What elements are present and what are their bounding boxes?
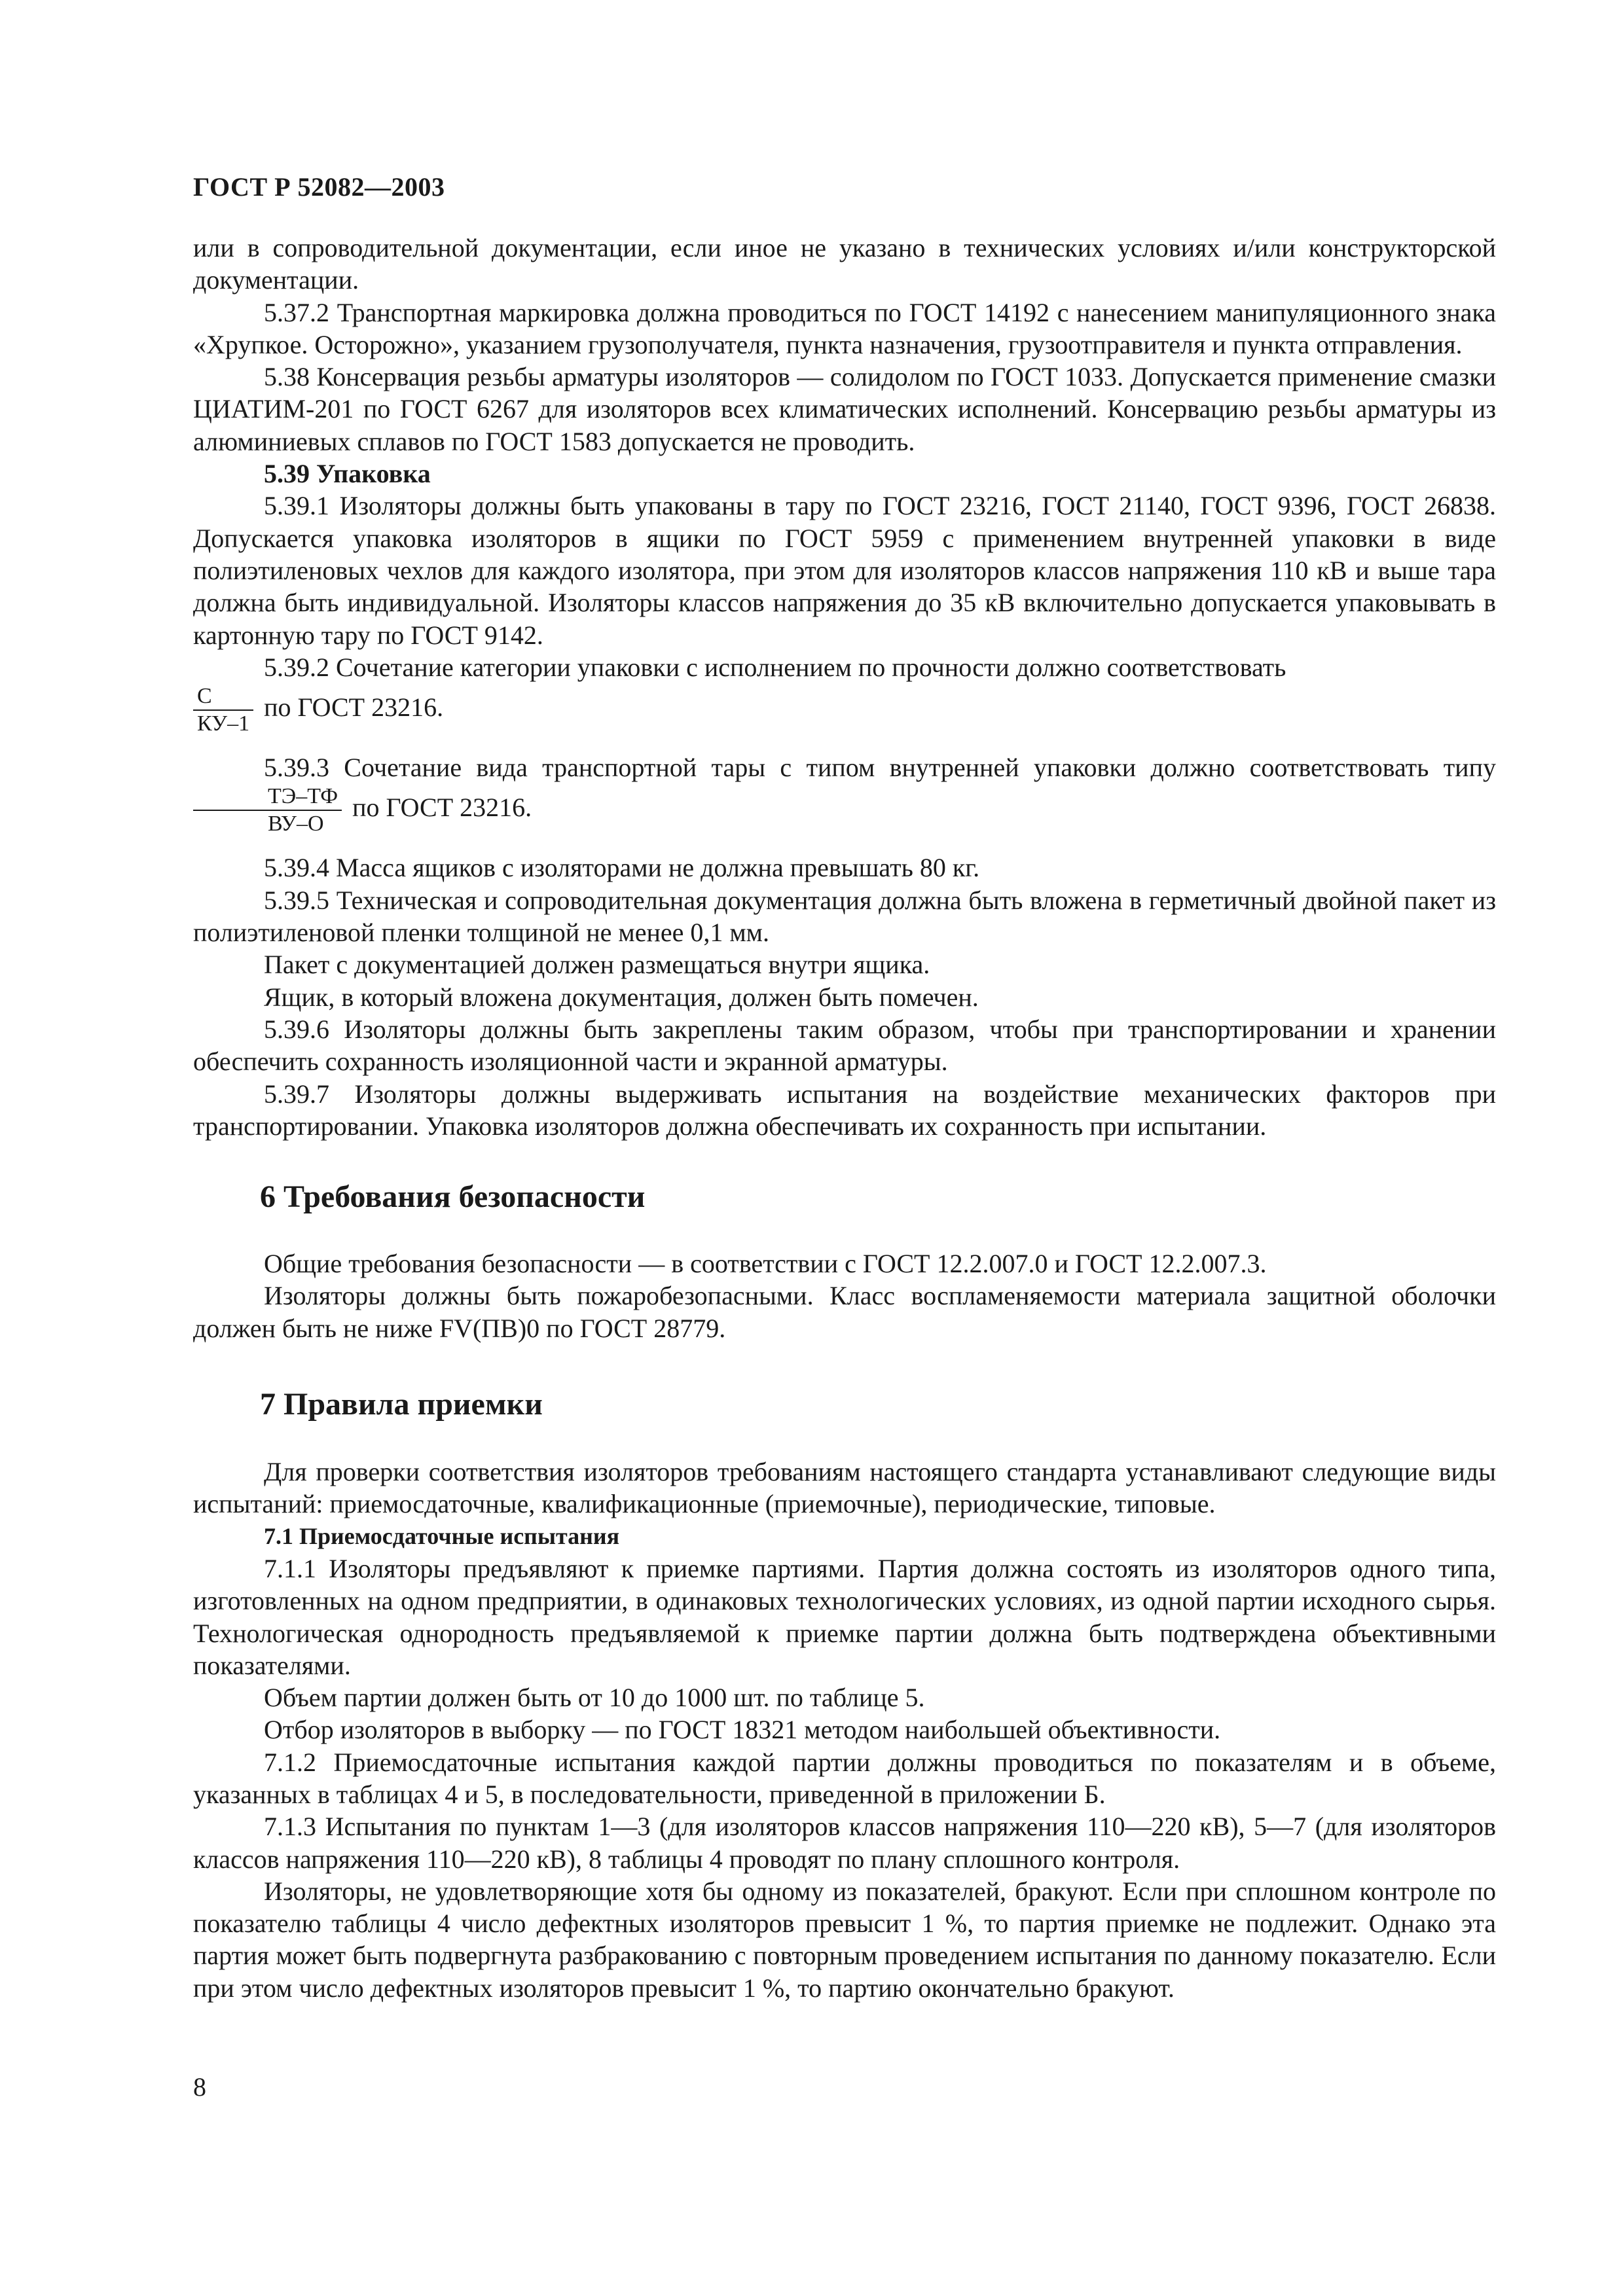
paragraph-package: Пакет с документацией должен размещаться внутри ящика. [264, 950, 930, 980]
section-heading-7: 7 Правила приемки [260, 1387, 543, 1422]
paragraph-5-39-6: 5.39.6 Изоляторы должны быть закреплены таким образом, чтобы при транспортировании и хранении обеспечить сохранность изоляционной части и экранной арматуры. [193, 1014, 1496, 1077]
paragraph-5-39-2-text: 5.39.2 Сочетание категории упаковки с исполнением по прочности должно соответствовать [264, 652, 1286, 682]
fraction-denominator: КУ–1 [197, 711, 250, 736]
subsection-title-7-1: 7.1 Приемосдаточные испытания [264, 1522, 620, 1549]
paragraph-continuation: или в сопроводительной документации, если иное не указано в технических условиях и/или конструкторской документации. [193, 233, 1496, 295]
paragraph-5-39-2-formula [193, 683, 1496, 737]
paragraph-5-39-2-tail: по ГОСТ 23216. [264, 692, 444, 723]
document-body [193, 232, 1496, 2004]
paragraph-5-39-5: 5.39.5 Техническая и сопроводительная документация должна быть вложена в герметичный двойной пакет из полиэтиленовой пленки толщиной не менее 0,1 мм. [193, 885, 1496, 948]
fraction-denominator: ВУ–О [268, 812, 324, 836]
paragraph-fire-safety: Изоляторы должны быть пожаробезопасными. Класс воспламеняемости материала защитной оболочки должен быть не ниже FV(ПВ)0 по ГОСТ 28779. [193, 1281, 1496, 1343]
paragraph-batch-size: Объем партии должен быть от 10 до 1000 шт. по таблице 5. [264, 1683, 925, 1713]
paragraph-5-39-3-tail: по ГОСТ 23216. [352, 793, 532, 823]
paragraph-7-1-3: 7.1.3 Испытания по пунктам 1—3 (для изоляторов классов напряжения 110—220 кВ), 5—7 (для изоляторов классов напряжения 110—220 кВ), 8 таблицы 4 проводят по плану сплошного контроля. [193, 1812, 1496, 1874]
fraction-numerator: С [193, 683, 253, 711]
section-heading-6: 6 Требования безопасности [260, 1179, 646, 1215]
paragraph-5-39-7: 5.39.7 Изоляторы должны выдерживать испытания на воздействие механических факторов при транспортировании. Упаковка изоляторов должна обеспечивать их сохранность при испытании. [193, 1079, 1496, 1141]
fraction-te-tf [193, 783, 342, 837]
paragraph-5-37-2: 5.37.2 Транспортная маркировка должна проводиться по ГОСТ 14192 с нанесением манипуляционного знака «Хрупкое. Осторожно», указанием грузополучателя, пункта назначения, грузоотправителя и пункта отправления. [193, 297, 1496, 359]
paragraph-5-39-4: 5.39.4 Масса ящиков с изоляторами не должна превышать 80 кг. [264, 853, 980, 883]
paragraph-test-types: Для проверки соответствия изоляторов требованиям настоящего стандарта устанавливают следующие виды испытаний: приемосдаточные, квалификационные (приемочные), периодические, типовые. [193, 1457, 1496, 1519]
paragraph-5-39-3-text: 5.39.3 Сочетание вида транспортной тары с типом внутренней упаковки должно соответствовать типу [264, 753, 1496, 783]
paragraph-box: Ящик, в который вложена документация, должен быть помечен. [264, 982, 979, 1012]
page-header: ГОСТ Р 52082—2003 [193, 172, 445, 202]
fraction-numerator: ТЭ–ТФ [193, 783, 342, 811]
paragraph-7-1-1: 7.1.1 Изоляторы предъявляют к приемке партиями. Партия должна состоять из изоляторов одного типа, изготовленных на одном предприятии, в одинаковых технологических условиях, из одной партии исходного сырья. Технологическая однородность предъявляемой к приемке партии должна быть подтверждена объективными показателями. [193, 1553, 1496, 1680]
paragraph-7-1-2: 7.1.2 Приемосдаточные испытания каждой партии должны проводиться по показателям и в объеме, указанных в таблицах 4 и 5, в последовательности, приведенной в приложении Б. [193, 1747, 1496, 1809]
page-number: 8 [193, 2072, 206, 2102]
paragraph-5-38: 5.38 Консервация резьбы арматуры изоляторов — солидолом по ГОСТ 1033. Допускается применение смазки ЦИАТИМ-201 по ГОСТ 6267 для изоляторов всех климатических исполнений. Консервацию резьбы арматуры из алюминиевых сплавов по ГОСТ 1583 допускается не проводить. [193, 362, 1496, 456]
paragraph-5-39-2 [193, 651, 1496, 683]
subsection-title-5-39: 5.39 Упаковка [264, 459, 431, 489]
paragraph-safety-general: Общие требования безопасности — в соответствии с ГОСТ 12.2.007.0 и ГОСТ 12.2.007.3. [264, 1249, 1267, 1279]
paragraph-5-39-1: 5.39.1 Изоляторы должны быть упакованы в тару по ГОСТ 23216, ГОСТ 21140, ГОСТ 9396, ГОСТ 26838. Допускается упаковка изоляторов в ящики по ГОСТ 5959 с применением внутренней упаковки в виде полиэтиленовых чехлов для каждого изолятора, при этом для изоляторов классов напряжения 110 кВ и выше тара должна быть индивидуальной. Изоляторы классов напряжения до 35 кВ включительно допускается упаковывать в картонную тару по ГОСТ 9142. [193, 491, 1496, 650]
paragraph-5-39-3 [193, 751, 1496, 837]
fraction-c-ku1 [193, 683, 253, 737]
paragraph-sampling: Отбор изоляторов в выборку — по ГОСТ 18321 методом наибольшей объективности. [264, 1715, 1221, 1745]
paragraph-rejection: Изоляторы, не удовлетворяющие хотя бы одному из показателей, бракуют. Если при сплошном контроле по показателю таблицы 4 число дефектных изоляторов превысит 1 %, то партия приемке не подлежит. Однако эта партия может быть подвергнута разбракованию с повторным проведением испытания по данному показателю. Если при этом число дефектных изоляторов превысит 1 %, то партию окончательно бракуют. [193, 1876, 1496, 2003]
